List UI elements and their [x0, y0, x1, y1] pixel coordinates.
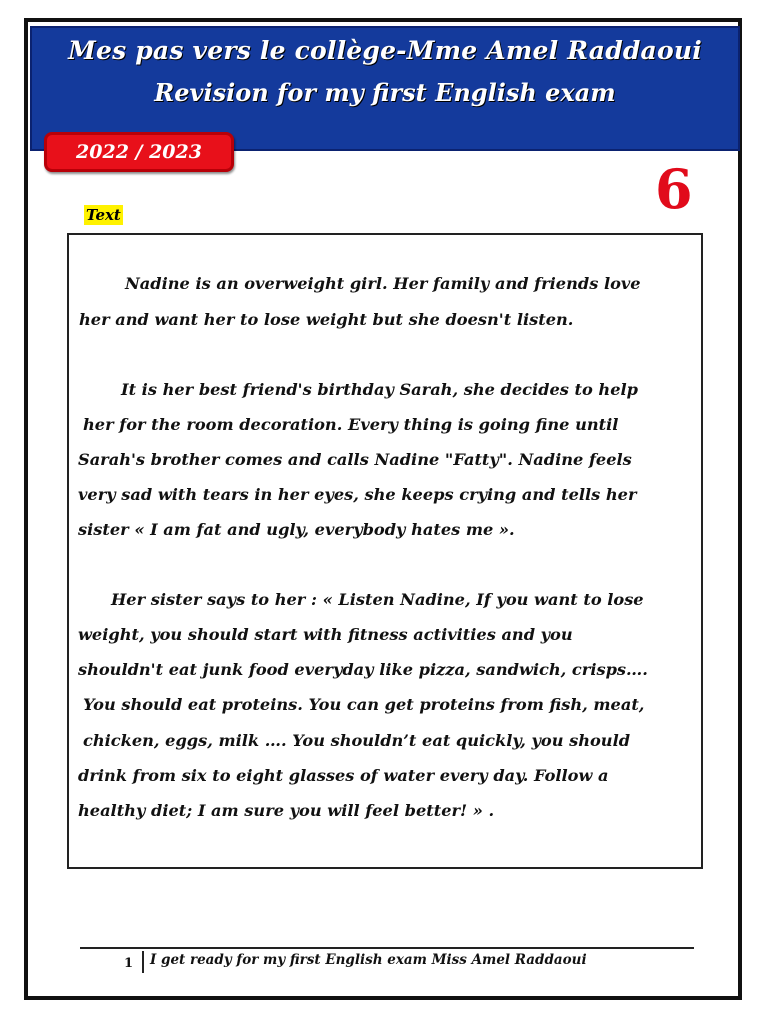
- footer-text: I get ready for my first English exam Miss Amel Raddaoui: [150, 952, 587, 968]
- footer-divider: [80, 947, 694, 949]
- passage-line: drink from six to eight glasses of water every day. Follow a: [78, 766, 609, 785]
- section-label: Text: [86, 206, 121, 224]
- passage-line: It is her best friend's birthday Sarah, she decides to help: [121, 380, 638, 399]
- page-number: 1: [124, 956, 134, 971]
- header-subtitle: Revision for my first English exam: [154, 78, 616, 107]
- passage-line: shouldn't eat junk food everyday like pizza, sandwich, crisps….: [78, 660, 648, 679]
- footer-separator: [142, 951, 144, 973]
- year-badge: 2022 / 2023: [44, 132, 234, 172]
- lesson-number: 6: [655, 157, 693, 221]
- passage-line: healthy diet; I am sure you will feel better! » .: [78, 801, 495, 820]
- passage-line: Nadine is an overweight girl. Her family and friends love: [125, 274, 641, 293]
- passage-line: Her sister says to her : « Listen Nadine, If you want to lose: [111, 590, 644, 609]
- header-title: Mes pas vers le collège-Mme Amel Raddaoui: [68, 36, 702, 65]
- passage-line: chicken, eggs, milk …. You shouldn’t eat quickly, you should: [83, 731, 631, 750]
- passage-line: Sarah's brother comes and calls Nadine "Fatty". Nadine feels: [78, 450, 632, 469]
- passage-line: her and want her to lose weight but she doesn't listen.: [79, 310, 574, 329]
- passage-line: You should eat proteins. You can get proteins from fish, meat,: [83, 695, 645, 714]
- passage-line: very sad with tears in her eyes, she keeps crying and tells her: [78, 485, 637, 504]
- passage-line: her for the room decoration. Every thing is going fine until: [83, 415, 619, 434]
- passage-line: sister « I am fat and ugly, everybody hates me ».: [78, 520, 515, 539]
- passage-line: weight, you should start with fitness activities and you: [78, 625, 573, 644]
